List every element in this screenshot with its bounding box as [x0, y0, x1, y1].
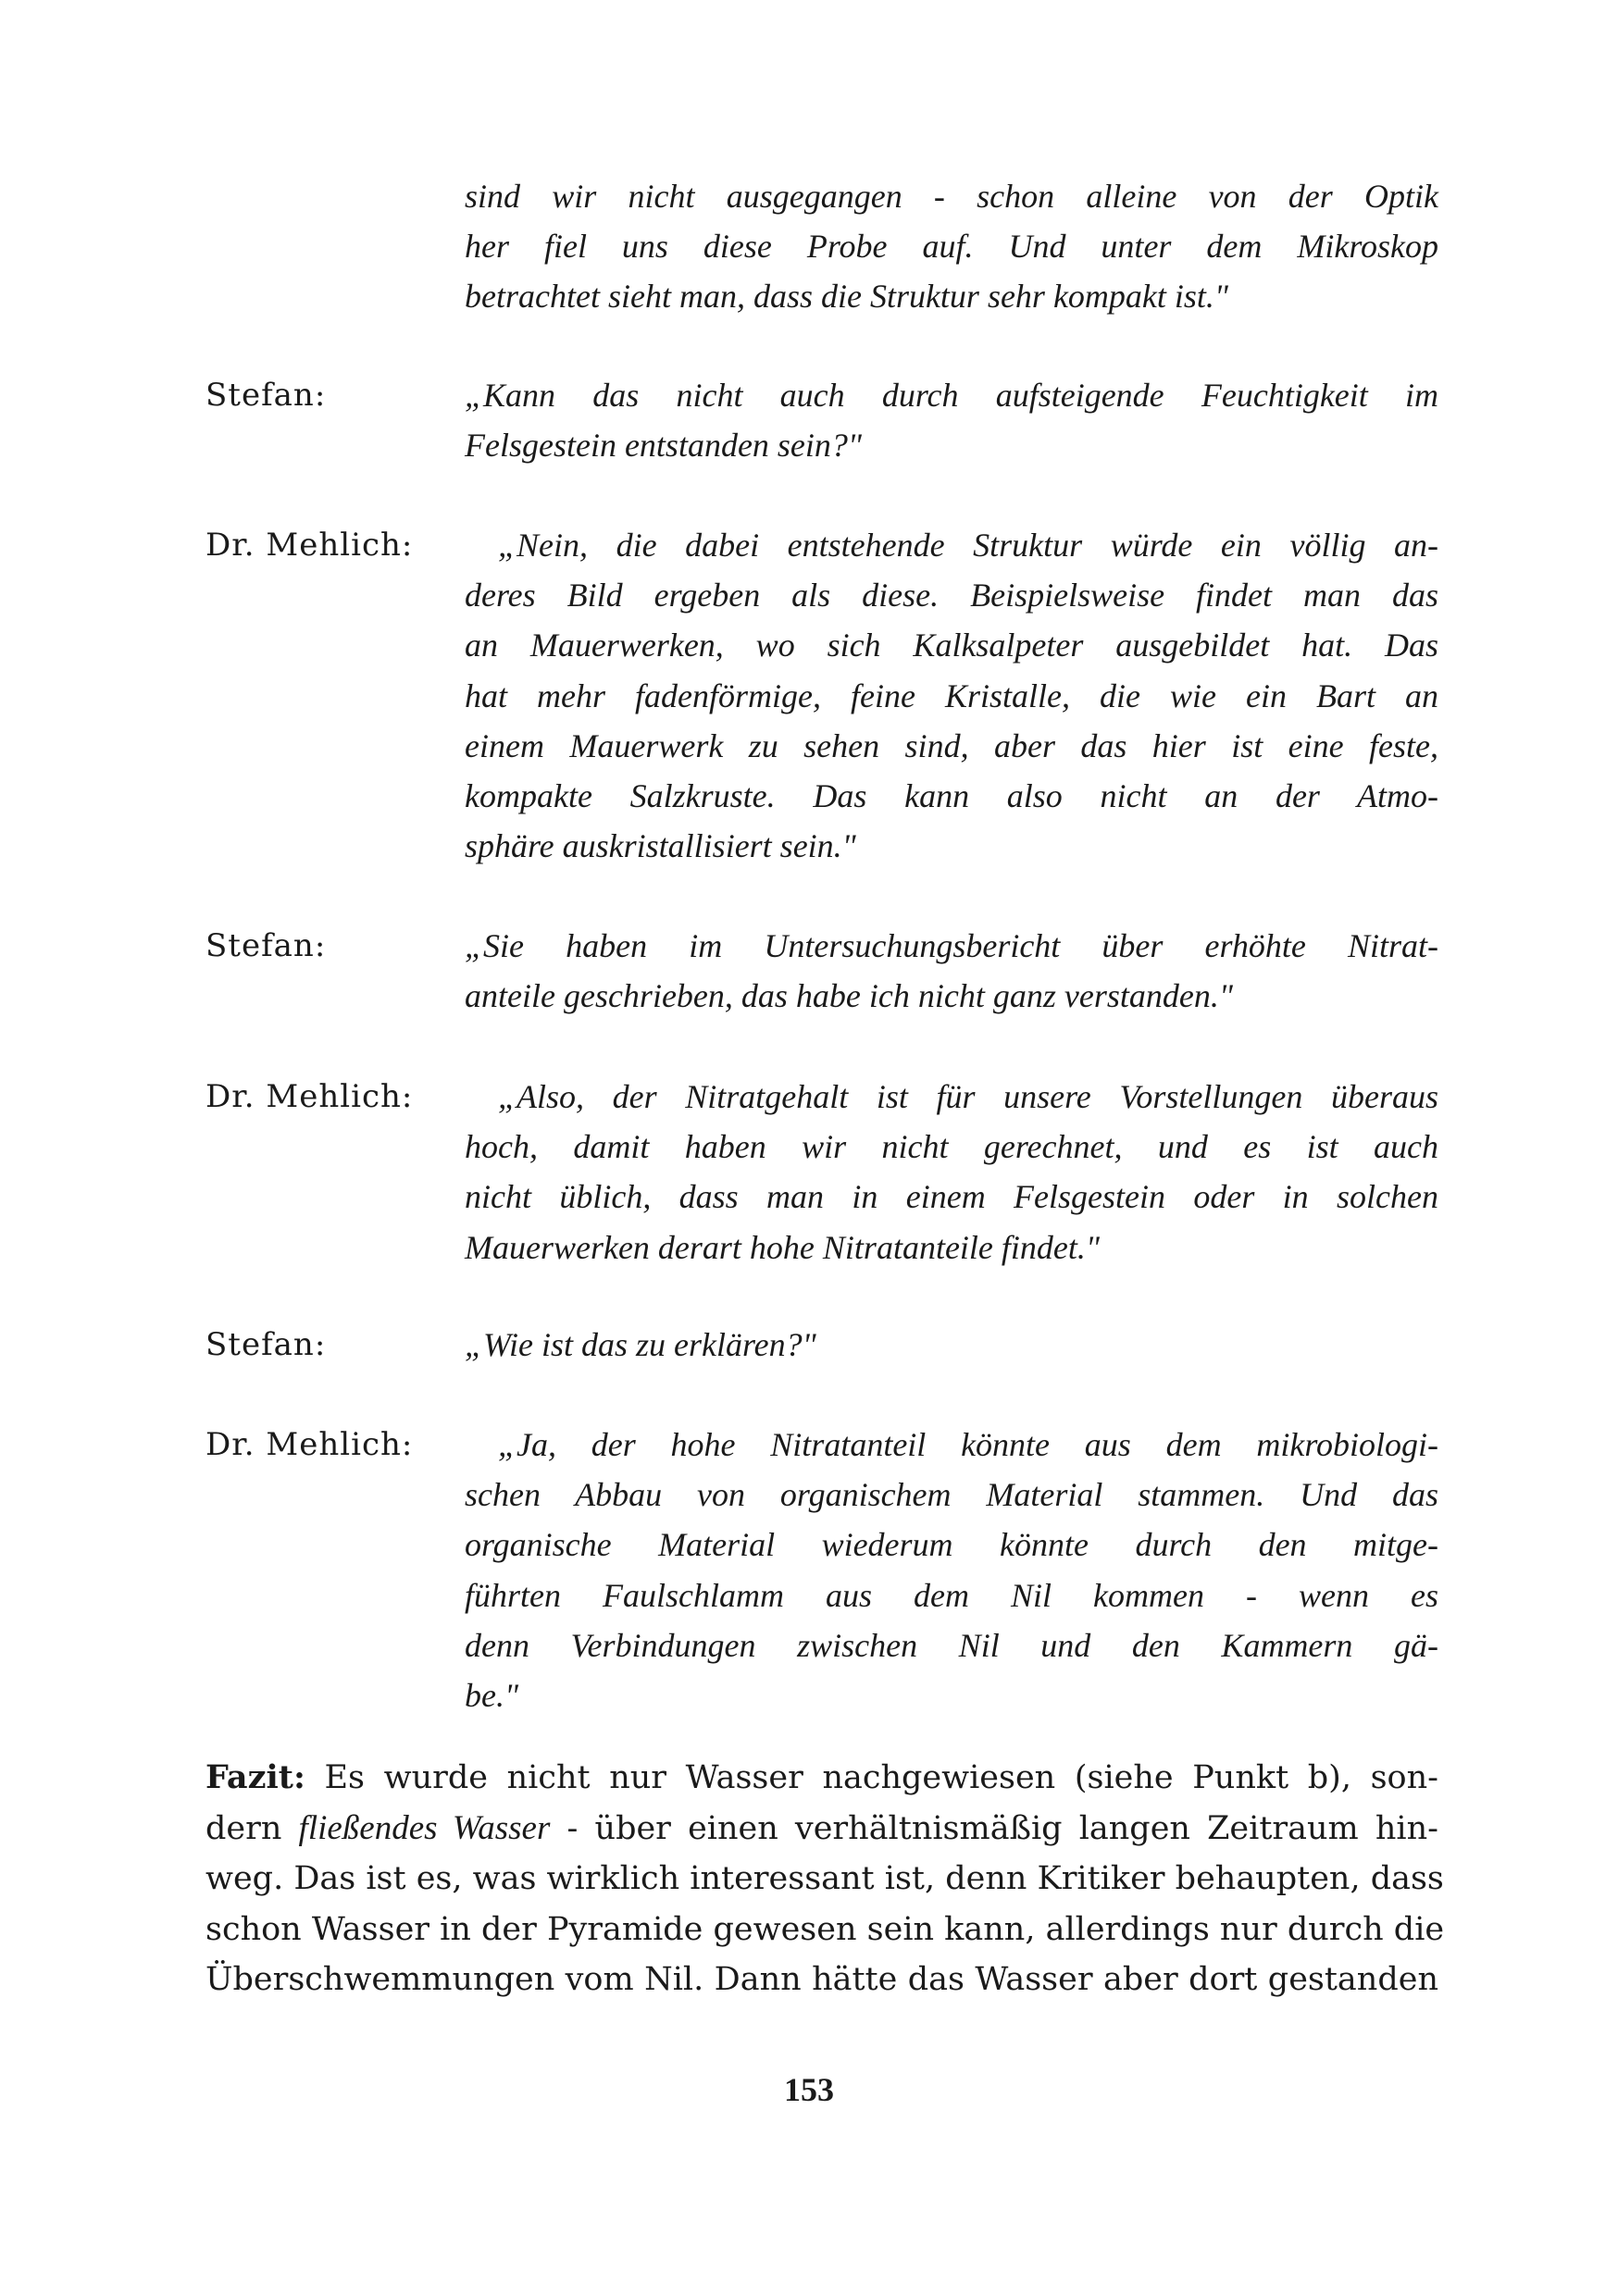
- speaker-name: Dr. Mehlich:: [205, 1078, 414, 1115]
- speech-line: führten Faulschlamm aus dem Nil kommen - wenn es: [465, 1576, 1438, 1614]
- paragraph-line: schon Wasser in der Pyramide gewesen sein kann, allerdings nur durch die: [205, 1910, 1445, 1948]
- speech-line: nicht üblich, dass man in einem Felsgestein oder in solchen: [465, 1178, 1438, 1216]
- speech-line: her fiel uns diese Probe auf. Und unter dem Mikroskop: [465, 228, 1438, 266]
- speech-line: be.": [465, 1676, 519, 1714]
- speech-line: sind wir nicht ausgegangen - schon alleine von der Optik: [465, 178, 1438, 215]
- speech-line: hat mehr fadenförmige, feine Kristalle, die wie ein Bart an: [465, 676, 1438, 714]
- speaker-name: Dr. Mehlich:: [205, 527, 414, 564]
- speech-text: [465, 520, 1438, 871]
- speech-line: anteile geschrieben, das habe ich nicht ganz verstanden.": [465, 977, 1233, 1015]
- speech-text: [465, 370, 1438, 470]
- paragraph-line: weg. Das ist es, was wirklich interessant ist, denn Kritiker behaupten, dass: [205, 1860, 1444, 1897]
- speech-line: Mauerwerken derart hohe Nitratanteile findet.": [465, 1228, 1101, 1266]
- speech-text: [465, 1420, 1438, 1720]
- speech-line: Felsgestein entstanden sein?": [465, 427, 863, 465]
- speech-text: [465, 171, 1438, 322]
- paragraph-line: [205, 1753, 1438, 1804]
- speech-line: denn Verbindungen zwischen Nil und den Kammern gä-: [465, 1626, 1438, 1664]
- page-number: 153: [784, 2071, 834, 2108]
- speech-line: einem Mauerwerk zu sehen sind, aber das hier ist eine feste,: [465, 726, 1438, 764]
- paragraph-text: dern: [205, 1809, 299, 1847]
- speech-line: schen Abbau von organischem Material stammen. Und das: [465, 1476, 1438, 1514]
- paragraph-line: Überschwemmungen vom Nil. Dann hätte das Wasser aber dort gestanden: [205, 1961, 1438, 1998]
- conclusion-paragraph: [205, 1753, 1445, 2005]
- speaker-name: Stefan:: [205, 1326, 327, 1363]
- speech-text: [465, 1072, 1438, 1272]
- speaker-name: Dr. Mehlich:: [205, 1426, 414, 1463]
- speech-line: „Sie haben im Untersuchungsbericht über erhöhte Nitrat-: [465, 927, 1438, 964]
- paragraph-text: Es wurde nicht nur Wasser nachgewiesen (siehe Punkt b), son-: [305, 1759, 1438, 1796]
- paragraph-line: [205, 1804, 1438, 1855]
- speech-line: hoch, damit haben wir nicht gerechnet, und es ist auch: [465, 1128, 1438, 1166]
- speech-line: „Kann das nicht auch durch aufsteigende Feuchtigkeit im: [465, 377, 1438, 414]
- speech-text: [465, 1320, 1438, 1370]
- speech-line: an Mauerwerken, wo sich Kalksalpeter ausgebildet hat. Das: [465, 627, 1438, 664]
- speech-line: sphäre auskristallisiert sein.": [465, 827, 856, 865]
- speaker-name: Stefan:: [205, 377, 327, 414]
- speech-line: organische Material wiederum könnte durch den mitge-: [465, 1526, 1438, 1564]
- speech-line: „Ja, der hohe Nitratanteil könnte aus dem mikrobiologi-: [498, 1426, 1438, 1463]
- speech-line: kompakte Salzkruste. Das kann also nicht an der Atmo-: [465, 776, 1438, 814]
- speech-line: betrachtet sieht man, dass die Struktur sehr kompakt ist.": [465, 278, 1229, 316]
- speech-line: deres Bild ergeben als diese. Beispielsweise findet man das: [465, 577, 1438, 614]
- conclusion-lead: Fazit:: [205, 1758, 305, 1796]
- speaker-name: Stefan:: [205, 927, 327, 964]
- speech-line: „Nein, die dabei entstehende Struktur würde ein völlig an-: [498, 527, 1438, 564]
- paragraph-text: - über einen verhältnismäßig langen Zeitraum hin-: [550, 1809, 1438, 1847]
- speech-line: „Wie ist das zu erklären?": [465, 1326, 816, 1363]
- speech-line: „Also, der Nitratgehalt ist für unsere Vorstellungen überaus: [498, 1078, 1438, 1115]
- speech-text: [465, 921, 1438, 1021]
- emphasized-text: fließendes Wasser: [298, 1808, 551, 1847]
